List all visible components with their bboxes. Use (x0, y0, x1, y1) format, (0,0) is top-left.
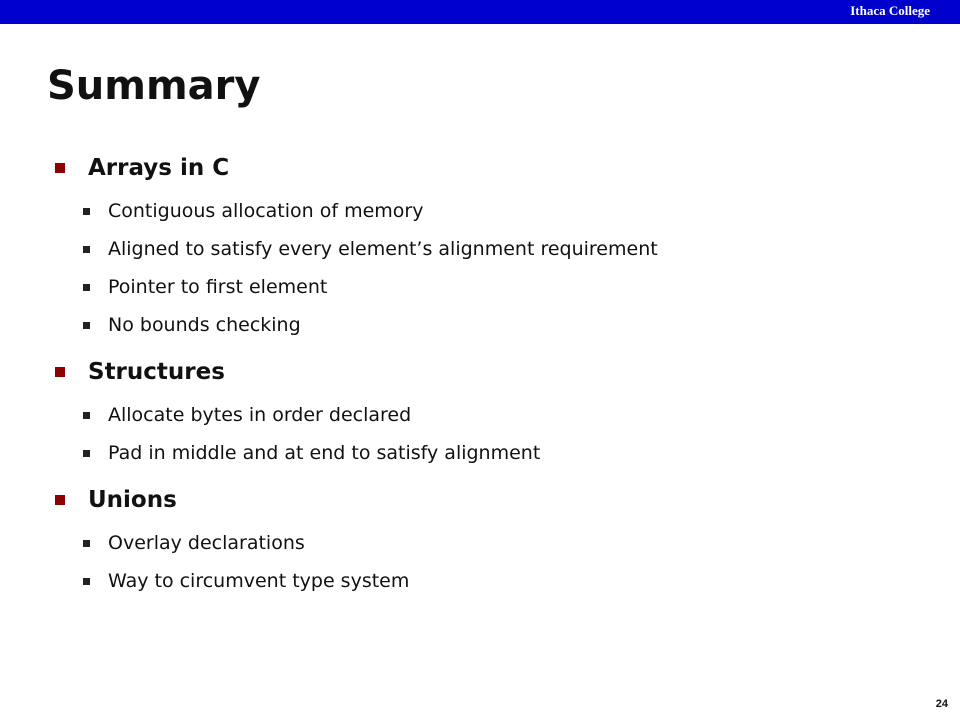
page-number: 24 (935, 698, 948, 710)
arrays-bullet-list (83, 192, 915, 344)
small-square-bullet-icon (83, 284, 90, 291)
section-label: Unions (88, 487, 177, 513)
institution-name: Ithaca College (850, 3, 930, 18)
list-item-text: Way to circumvent type system (108, 570, 410, 592)
header-bar (0, 0, 960, 24)
list-item (83, 230, 915, 268)
section-label: Arrays in C (88, 155, 230, 181)
slide-title: Summary (47, 63, 261, 109)
square-bullet-icon (55, 163, 65, 173)
list-item (83, 434, 915, 472)
unions-bullet-list (83, 524, 915, 600)
section-heading (55, 350, 915, 394)
small-square-bullet-icon (83, 450, 90, 457)
section-heading (55, 146, 915, 190)
list-item (83, 396, 915, 434)
list-item-text: Overlay declarations (108, 532, 305, 554)
section-unions (55, 478, 915, 600)
section-structures (55, 350, 915, 472)
section-label: Structures (88, 359, 225, 385)
list-item-text: Pad in middle and at end to satisfy alignment (108, 442, 541, 464)
list-item-text: Contiguous allocation of memory (108, 200, 424, 222)
section-heading (55, 478, 915, 522)
slide-body (55, 146, 915, 606)
list-item-text: No bounds checking (108, 314, 301, 336)
small-square-bullet-icon (83, 578, 90, 585)
small-square-bullet-icon (83, 412, 90, 419)
list-item (83, 268, 915, 306)
small-square-bullet-icon (83, 246, 90, 253)
small-square-bullet-icon (83, 540, 90, 547)
list-item-text: Allocate bytes in order declared (108, 404, 412, 426)
list-item-text: Pointer to first element (108, 276, 328, 298)
list-item (83, 192, 915, 230)
list-item (83, 562, 915, 600)
list-item (83, 524, 915, 562)
structures-bullet-list (83, 396, 915, 472)
section-arrays-in-c (55, 146, 915, 344)
list-item-text: Aligned to satisfy every element’s alignment requirement (108, 238, 658, 260)
small-square-bullet-icon (83, 322, 90, 329)
square-bullet-icon (55, 495, 65, 505)
small-square-bullet-icon (83, 208, 90, 215)
square-bullet-icon (55, 367, 65, 377)
list-item (83, 306, 915, 344)
